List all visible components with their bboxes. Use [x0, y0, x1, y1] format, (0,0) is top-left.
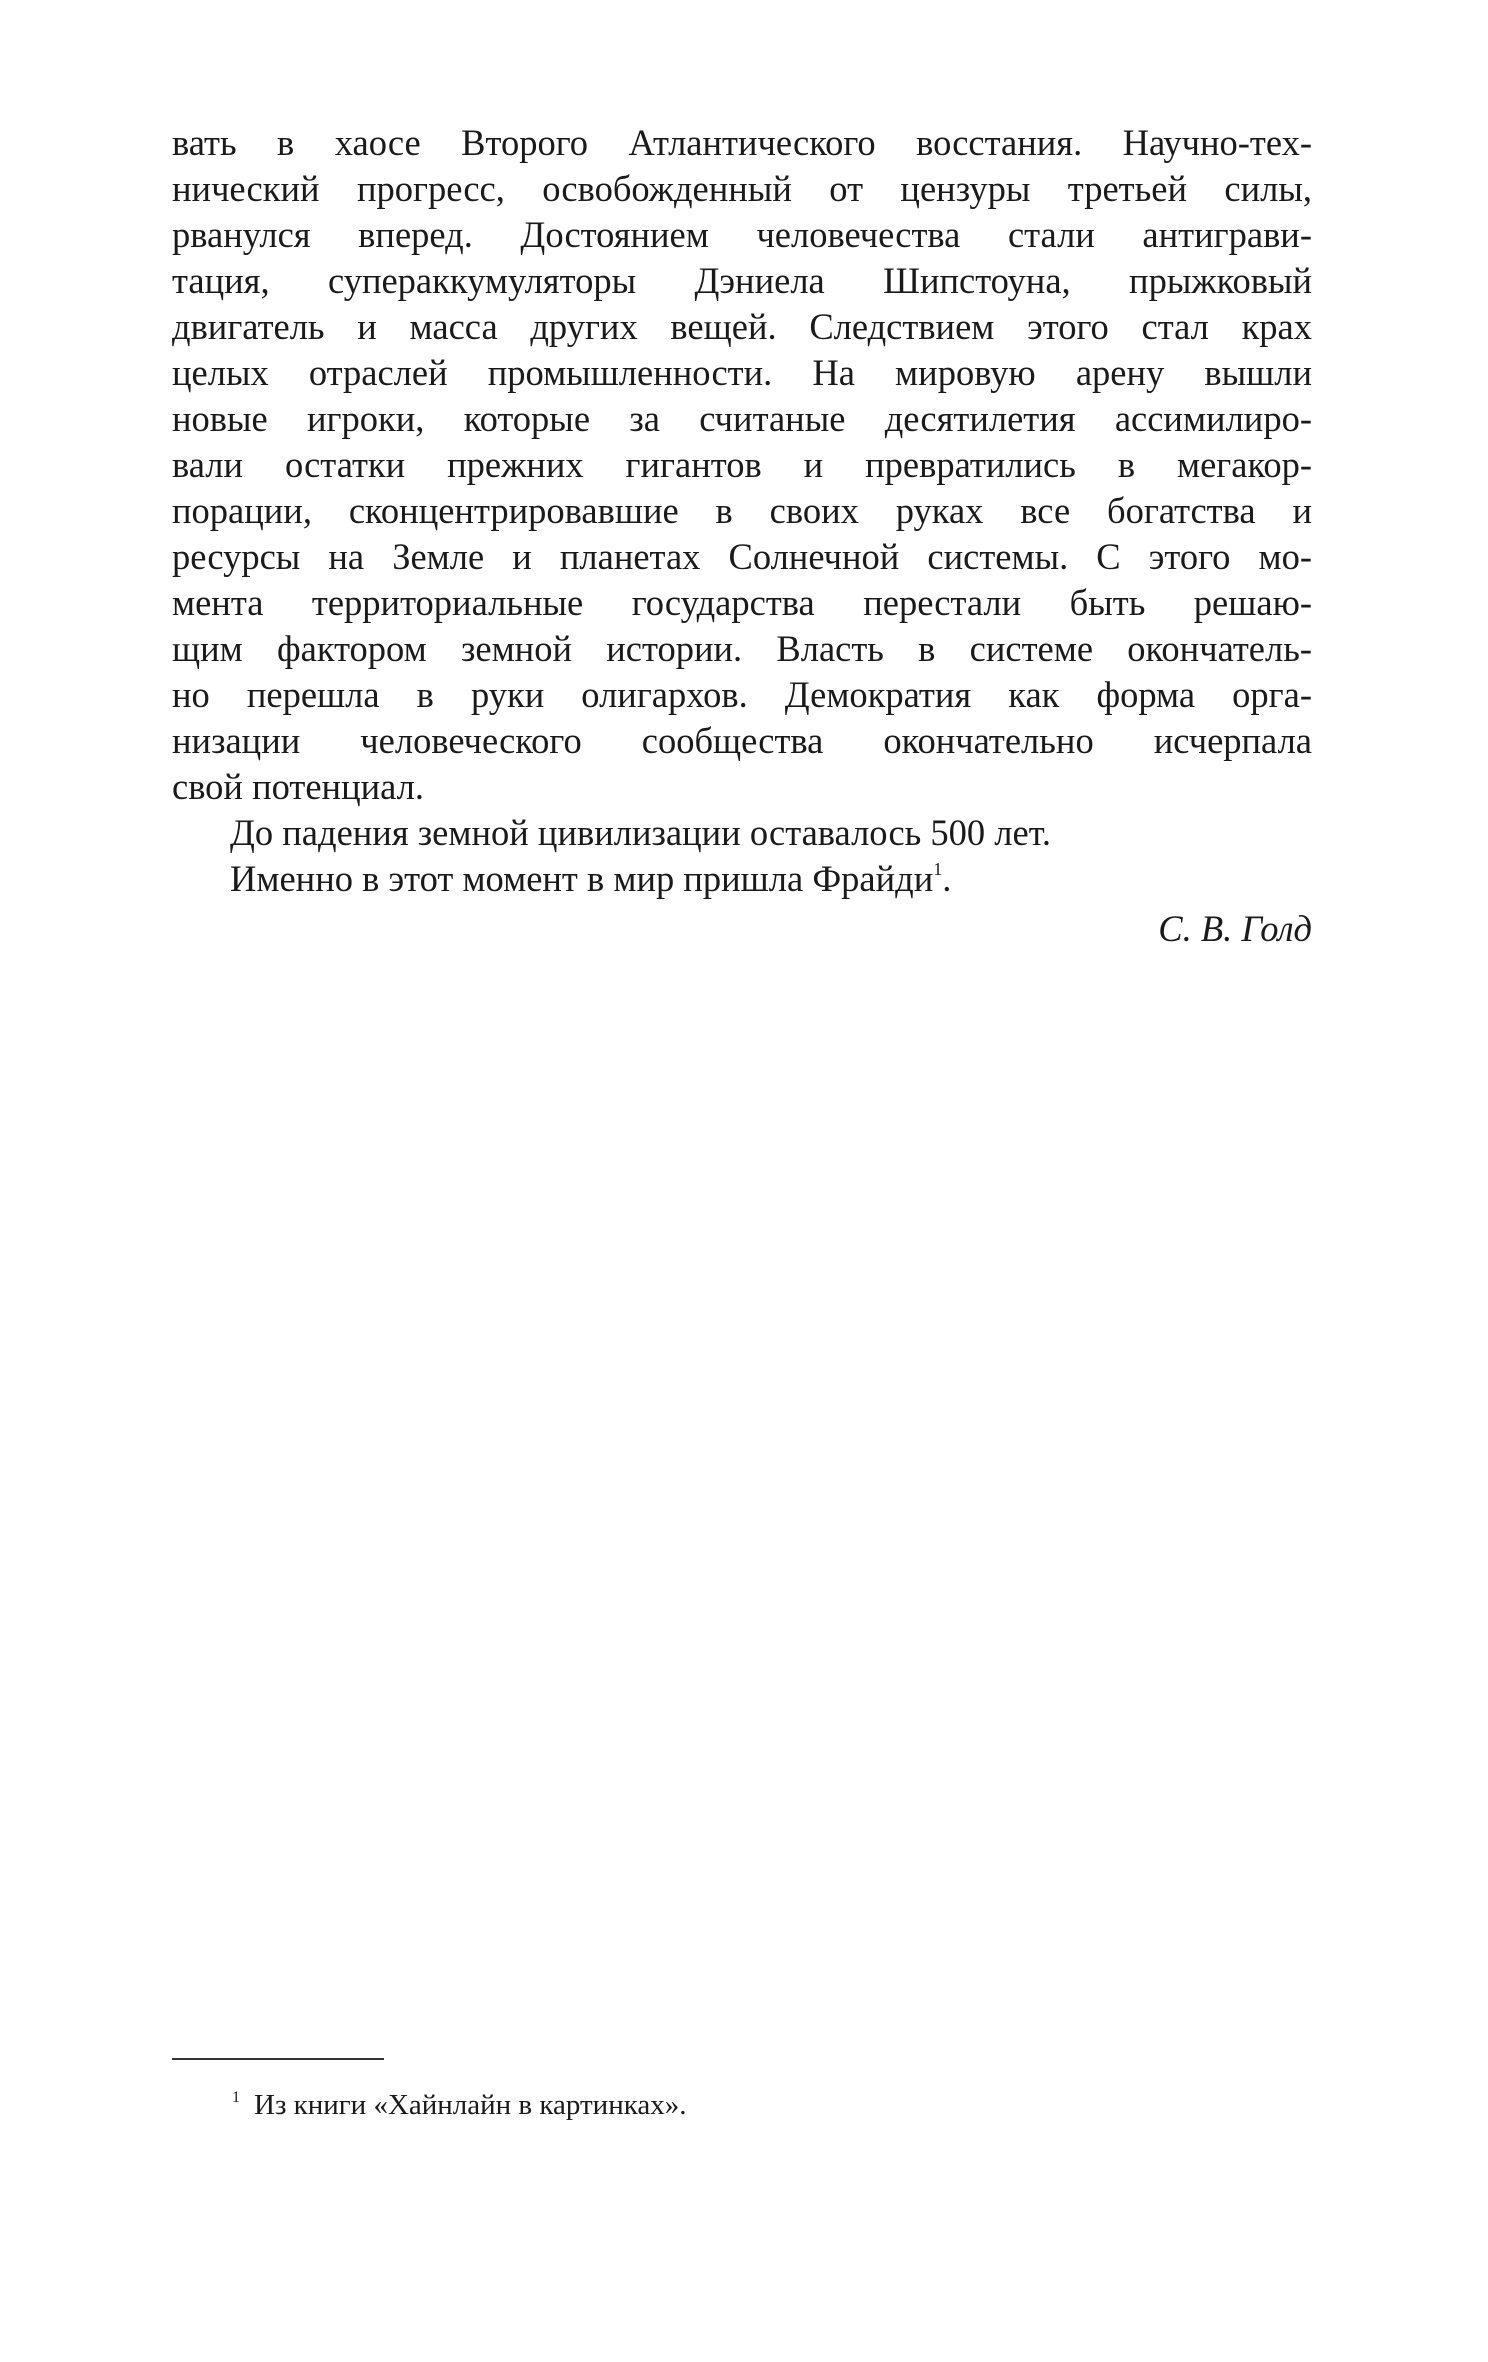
footnote-text: Из книги «Хайнлайн в картинках». [254, 2089, 687, 2121]
text-line: нический прогресс, освобожденный от цензуры третьей силы, [172, 168, 1312, 209]
footnote [232, 2087, 687, 2123]
text-line: но перешла в руки олигархов. Демократия как форма орга- [172, 674, 1312, 715]
text-line: целых отраслей промышленности. На мировую арену вышли [172, 352, 1312, 393]
main-text [172, 120, 1312, 958]
footnote-reference[interactable]: 1 [933, 859, 943, 879]
text-line: низации человеческого сообщества окончательно исчерпала [172, 720, 1312, 761]
text-line: мента территориальные государства перестали быть решаю- [172, 582, 1312, 623]
text-line: ресурсы на Земле и планетах Солнечной системы. С этого мо- [172, 536, 1312, 577]
text-line: вать в хаосе Второго Атлантического восстания. Научно-тех- [172, 122, 1312, 163]
paragraph-friday-text: Именно в этот момент в мир пришла Фрайди [230, 858, 934, 899]
paragraph-remaining-years: До падения земной цивилизации оставалось 500 лет. [230, 812, 1052, 853]
text-line: щим фактором земной истории. Власть в системе окончатель- [172, 628, 1312, 669]
paragraph-friday-period: . [942, 858, 952, 899]
text-line: рванулся вперед. Достоянием человечества стали антиграви- [172, 214, 1312, 255]
text-line: новые игроки, которые за считаные десятилетия ассимилиро- [172, 398, 1312, 439]
footnote-marker: 1 [232, 2089, 240, 2106]
text-line: тация, супераккумуляторы Дэниела Шипстоуна, прыжковый [172, 260, 1312, 301]
text-line: порации, сконцентрировавшие в своих руках все богатства и [172, 490, 1312, 531]
text-line: двигатель и масса других вещей. Следствием этого стал крах [172, 306, 1312, 347]
text-line: свой потенциал. [172, 766, 425, 807]
paragraph-friday-arrives [172, 856, 1312, 902]
author-signature: С. В. Голд [1158, 908, 1312, 949]
text-line: вали остатки прежних гигантов и превратились в мегакор- [172, 444, 1312, 485]
footnote-divider [172, 2058, 384, 2060]
